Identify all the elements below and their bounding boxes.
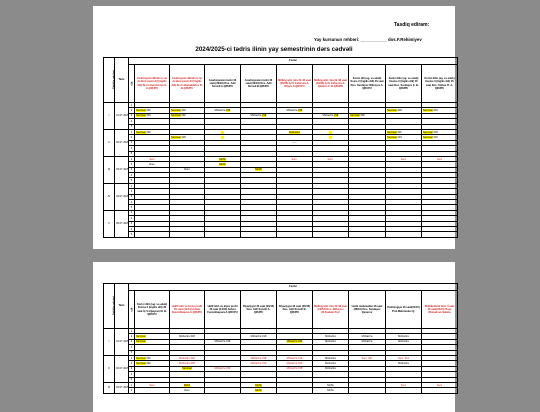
table-cell: Səm. — [277, 156, 313, 161]
header-faculty: Fakültə günləri — [104, 284, 115, 329]
subject-header: Xarici dilin (əg. və ədəb) İlsemə 3 (İngilis dili) 46 saat Dos. Sərdayev Ş. B-QRUPU — [386, 65, 422, 103]
table-cell: Seminar 319 — [422, 108, 458, 113]
table-cell: Mühazirə 320 — [277, 339, 313, 344]
day-date: 04.07 2025 — [115, 183, 129, 210]
table-cell: Səm — [386, 382, 422, 387]
table-cell: Seminar 301 — [135, 355, 170, 360]
table-cell: Səm — [422, 156, 458, 161]
table-cell: Mühazirə 318 — [205, 108, 241, 113]
table-cell: Seminar 302 — [135, 361, 170, 366]
subject-header: Hərbi məlumatlar 46 saat (36/10) Dos. Sərdayev Qənərov — [349, 291, 386, 329]
table-cell: Mühazirə — [386, 361, 422, 366]
table-cell: Mühazirə — [313, 334, 349, 339]
table-cell: Seminar 318 — [422, 129, 458, 134]
day-label: II — [104, 129, 115, 156]
subject-header: Azərbaycanın tarixi 46 saat (30/16) Dos. Adil Sonzdi B-QRUPU — [241, 65, 277, 103]
table-cell: Səm — [422, 382, 458, 387]
table-cell: Mühazirə — [313, 361, 349, 366]
table-cell: Mühazirə — [313, 339, 349, 344]
course-head-line: Yay kursunun rəhbəri: ___________ dos.F.Rəhimiyev — [314, 37, 422, 42]
table-cell: Seminar 303 — [170, 108, 205, 113]
document-page-2 — [93, 262, 455, 412]
table-cell: Səm — [386, 156, 422, 161]
table-cell: Mühazirə 318 — [313, 113, 349, 118]
table-cell: Mühazirə 318 — [170, 334, 205, 339]
header-date: Tarix — [115, 58, 129, 103]
table-cell: Səm. 301 — [386, 355, 422, 360]
table-cell: Mühazirə 319 — [241, 334, 277, 339]
schedule-table-1: Fakültə günləri Tarix Fənlər cüt Azərbaycan dilində iş işi də kimi xarici dil (ingilis dili) 2k As.Sənnurova S. A-QRUPU Azərbaycan dilində iş işi də kimi xarici dil (ingilis dili) 2k As.Bahəddinov R. B-QRUPU Azərbaycanın tarixi 46 saat (30/16) Dos. Adil Sonzdi A-QRUPU Azərbaycanın tarixi 46 saat (30/16) Dos. Adil Sonzdi B-QRUPU Mülkiyyətin rolu 2k 46 saat (16/33) İş?ü Cəfərova A. Əliyev A-QRUPU Mülkiyyətin rolu 2k 46 saat (16/33) İş?ü Cəfərova A. Qədirov F. B-QRUPU Korist dili (əg. və ədəb) Ssərə 2 (İngilis dili) 46 saat Dos. Sərdayev Əlibəyov A-QRUPU Xarici dilin (əg. və ədəb) İlsemə 3 (İngilis dili) 46 saat Dos. Sərdayev Ş. B-QRUPU Korist dilin (əg. və ədəb) Ilsemə 3 (İngilis dili) 46 saat Dos. Sürkər R. A-QRUPU I 01.07 2025 1 2 Seminar 302 Seminar 303 Mühazirə 318 Mühazirə 318 Seminar 318 Seminar 319 3 Seminar 303 Seminar 302 Mühazirə 318 Mühazirə 318 Seminar 306 4 5 II 02.07 2025 1 Seminar 302 Mühazirə Seminar 301 Seminar 318 2 Seminar 318 Seminar 304 Seminar 319 3 ----- 4 5 III 03.07 2025 1 Səm Mühb Səm. Səm. Səm Səm 2 Dəm Mühb 3 Dəm Mühb 4 5 IV 04.07 2025 1 2 3 4 5 V 05.07 2025 1 2 3 4 5 — [103, 57, 458, 238]
table-cell: Mühazirə — [277, 129, 313, 134]
table-cell: Mühazirə — [386, 334, 422, 339]
page-title: 2024/2025-ci tədris ilinin yay semestrinin dərs cədvəli — [195, 46, 353, 53]
subject-header: Hüllf təlin və kişisi profil 46 saat (44/44) Aidəsi Fuzzolibayeva A-QRUPU — [205, 291, 241, 329]
table-cell: Mühb — [241, 388, 277, 393]
day-date: 05.07 2025 — [115, 210, 129, 237]
table-cell: Seminar 318 — [386, 108, 422, 113]
header-faculty: Fakültə günləri — [104, 58, 115, 103]
subject-header: Multikultural tarix ©saat 46 saat(22/16) Əsas Əhmədova Sakina — [422, 291, 458, 329]
table-cell: Seminar — [135, 334, 170, 339]
day-date: 01.07 2025 — [115, 329, 129, 356]
table-cell: Mühazirə — [349, 334, 386, 339]
header-pair: cüt — [129, 291, 135, 329]
day-date: 03.07 2025 — [115, 382, 129, 393]
table-cell: Seminar — [135, 339, 170, 344]
table-cell: Mühazirə 320 — [277, 361, 313, 366]
table-cell: Seminar 302 — [135, 129, 170, 134]
day-date: 01.07 2025 — [115, 103, 129, 130]
day-date: 02.07 2025 — [115, 355, 129, 382]
day-label: I — [104, 329, 115, 356]
table-cell: Dəm — [170, 167, 205, 172]
day-label: II — [104, 355, 115, 382]
table-cell: Mühazirə 320 — [205, 366, 241, 371]
table-cell: Dəm — [135, 162, 170, 167]
table-cell: Mühazirə 318 — [241, 355, 277, 360]
header-date: Tarix — [115, 284, 129, 329]
header-subjects: Fənlər — [129, 284, 458, 291]
day-date: 03.07 2025 — [115, 156, 129, 183]
table-cell: Mühazirə 319 — [277, 355, 313, 360]
table-cell: Mühb — [313, 388, 349, 393]
day-label: V — [104, 210, 115, 237]
table-cell: Seminar 318 — [170, 135, 205, 140]
header-pair: cüt — [129, 65, 135, 103]
subject-header: Azərbaycanın tarixi 46 saat (30/16) Dos. Adil Sonzdi A-QRUPU — [205, 65, 241, 103]
table-cell: Mühazirə 318 — [241, 113, 277, 118]
subject-header: Korist dili (əg. və ədəb) Ssərə 2 (İngilis dili) 46 saat Dos. Sərdayev Əlibəyov A-QRUPU — [349, 65, 386, 103]
table-cell: Seminar 302 — [170, 113, 205, 118]
day-date: 02.07 2025 — [115, 129, 129, 156]
table-cell: Mühazirə 318 — [170, 355, 205, 360]
table-cell: Seminar 304 — [386, 135, 422, 140]
table-cell: Səm. — [313, 156, 349, 161]
table-cell: Mühazirə 318 — [170, 361, 205, 366]
subject-header: Mülkiyyətin rolu 2k 46 saat (16/33) İş?ü Cəfərova A. Qədirov F. B-QRUPU — [313, 65, 349, 103]
subject-header: Mülkiyyətin rolu 2k 46 saat (16/33) İş?ü Cəfərova A. Əliyev A-QRUPU — [277, 65, 313, 103]
table-cell: Səm — [135, 382, 170, 387]
approval-label: Tasdiq ediram: — [394, 22, 430, 28]
subject-header: Mülkiyyətin rolu 2k 46 saat (16/33) Dos. Əlibəyov Əl.Zadəmi Pəri — [313, 291, 349, 329]
schedule-table-2: Fakültə günləri Tarix Fənlər cüt Korist dilin (əg. və ədəb) Ilsemə 3 (İngilis dili) 46 saat İş?ü Ağayeva M. B-QRUPU Hüllf təlin və kişisi profil 46 saat (44/44) Aidəsi Fuzzolibayeva A-QRUPU Hüllf təlin və kişisi profil 46 saat (44/44) Aidəsi Fuzzolibayeva A-QRUPU Riyaziyyat 46 saat (30/16) Dos. Adil Sonzdi A-QRUPU Riyaziyyat 46 saat (30/16) Dos. Adil Sonzdi B-QRUPU Mülkiyyətin rolu 2k 46 saat (16/33) Dos. Əlibəyov Əl.Zadəmi Pəri Hərbi məlumatlar 46 saat (36/10) Dos. Sərdayev Qənərov Politologiya 46 saat(21/15) Prof.Mahmudov Q. Multikultural tarix ©saat 46 saat(22/16) Əsas Əhmədova Sakina I 01.07 2025 1 2 Seminar Mühazirə 318 Mühazirə 319 Mühazirə Mühazirə Mühazirə 3 Seminar Mühazirə 318 Mühazirə 320 Mühazirə Mühazirə Mühazirə 4 5 II 02.07 2025 1 Seminar 301 Mühazirə 318 Mühazirə 318 Mühazirə 319 Mühazirə Səm. 301 Səm. 301 2 Seminar 302 Mühazirə 318 Mühazirə 319 Mühazirə 320 Mühazirə Mühazirə 3 Seminar Mühazirə 320 Mühazirə 318 Mühazirə 4 5 III 03.07 2025 1 Səm Mühb Mühb Mühb Səm Səm 2 Dəm Mühb Mühb — [103, 283, 458, 394]
table-cell: Seminar 301 — [386, 129, 422, 134]
table-cell: Mühazirə — [386, 339, 422, 344]
day-label: I — [104, 103, 115, 130]
day-label: IV — [104, 183, 115, 210]
subject-header: Korist dilin (əg. və ədəb) Ilsemə 3 (İngilis dili) 46 saat İş?ü Ağayeva M. B-QRUPU — [135, 291, 170, 329]
subject-header: Hüllf təlin və kişisi profil 46 saat (44/44) Aidəsi Fuzzolibayeva A-QRUPU — [170, 291, 205, 329]
table-cell: Seminar 303 — [135, 113, 170, 118]
table-cell: Mühb — [241, 382, 277, 387]
header-subjects: Fənlər — [129, 58, 458, 65]
day-label: III — [104, 382, 115, 393]
table-cell: Mühazirə — [349, 339, 386, 344]
table-cell: Seminar 319 — [422, 135, 458, 140]
table-cell: Mühazirə 319 — [241, 361, 277, 366]
subject-header: Azərbaycan dilində iş işi də kimi xarici dil (ingilis dili) 2k As.Bahəddinov R. B-QRUPU — [170, 65, 205, 103]
table-cell: Mühb — [313, 382, 349, 387]
table-cell: Mühazirə — [313, 366, 349, 371]
subject-header: Azərbaycan dilində iş işi də kimi xarici dil (ingilis dili) 2k As.Sənnurova S. A-QRUPU — [135, 65, 170, 103]
table-cell: Səm — [135, 156, 170, 161]
table-cell: ----- — [277, 140, 313, 145]
table-cell: Mühazirə 318 — [205, 339, 241, 344]
subject-header: Politologiya 46 saat(21/15) Prof.Mahmudov Q. — [386, 291, 422, 329]
table-cell: Mühazirə 318 — [277, 108, 313, 113]
table-cell: Səm. 301 — [349, 355, 386, 360]
subject-header: Riyaziyyat 46 saat (30/16) Dos. Adil Sonzdi B-QRUPU — [277, 291, 313, 329]
table-cell: Mühazirə 318 — [277, 366, 313, 371]
subject-header: Korist dilin (əg. və ədəb) Ilsemə 3 (İngilis dili) 46 saat Dos. Sürkər R. A-QRUPU — [422, 65, 458, 103]
document-page-1 — [93, 6, 455, 249]
table-cell: Mühazirə — [313, 355, 349, 360]
subject-header: Riyaziyyat 46 saat (30/16) Dos. Adil Sonzdi A-QRUPU — [241, 291, 277, 329]
day-label: III — [104, 156, 115, 183]
table-cell: Mühb — [170, 382, 205, 387]
table-cell: Dəm — [170, 388, 205, 393]
table-cell: Seminar 306 — [349, 113, 386, 118]
table-cell: Seminar 302 — [135, 108, 170, 113]
